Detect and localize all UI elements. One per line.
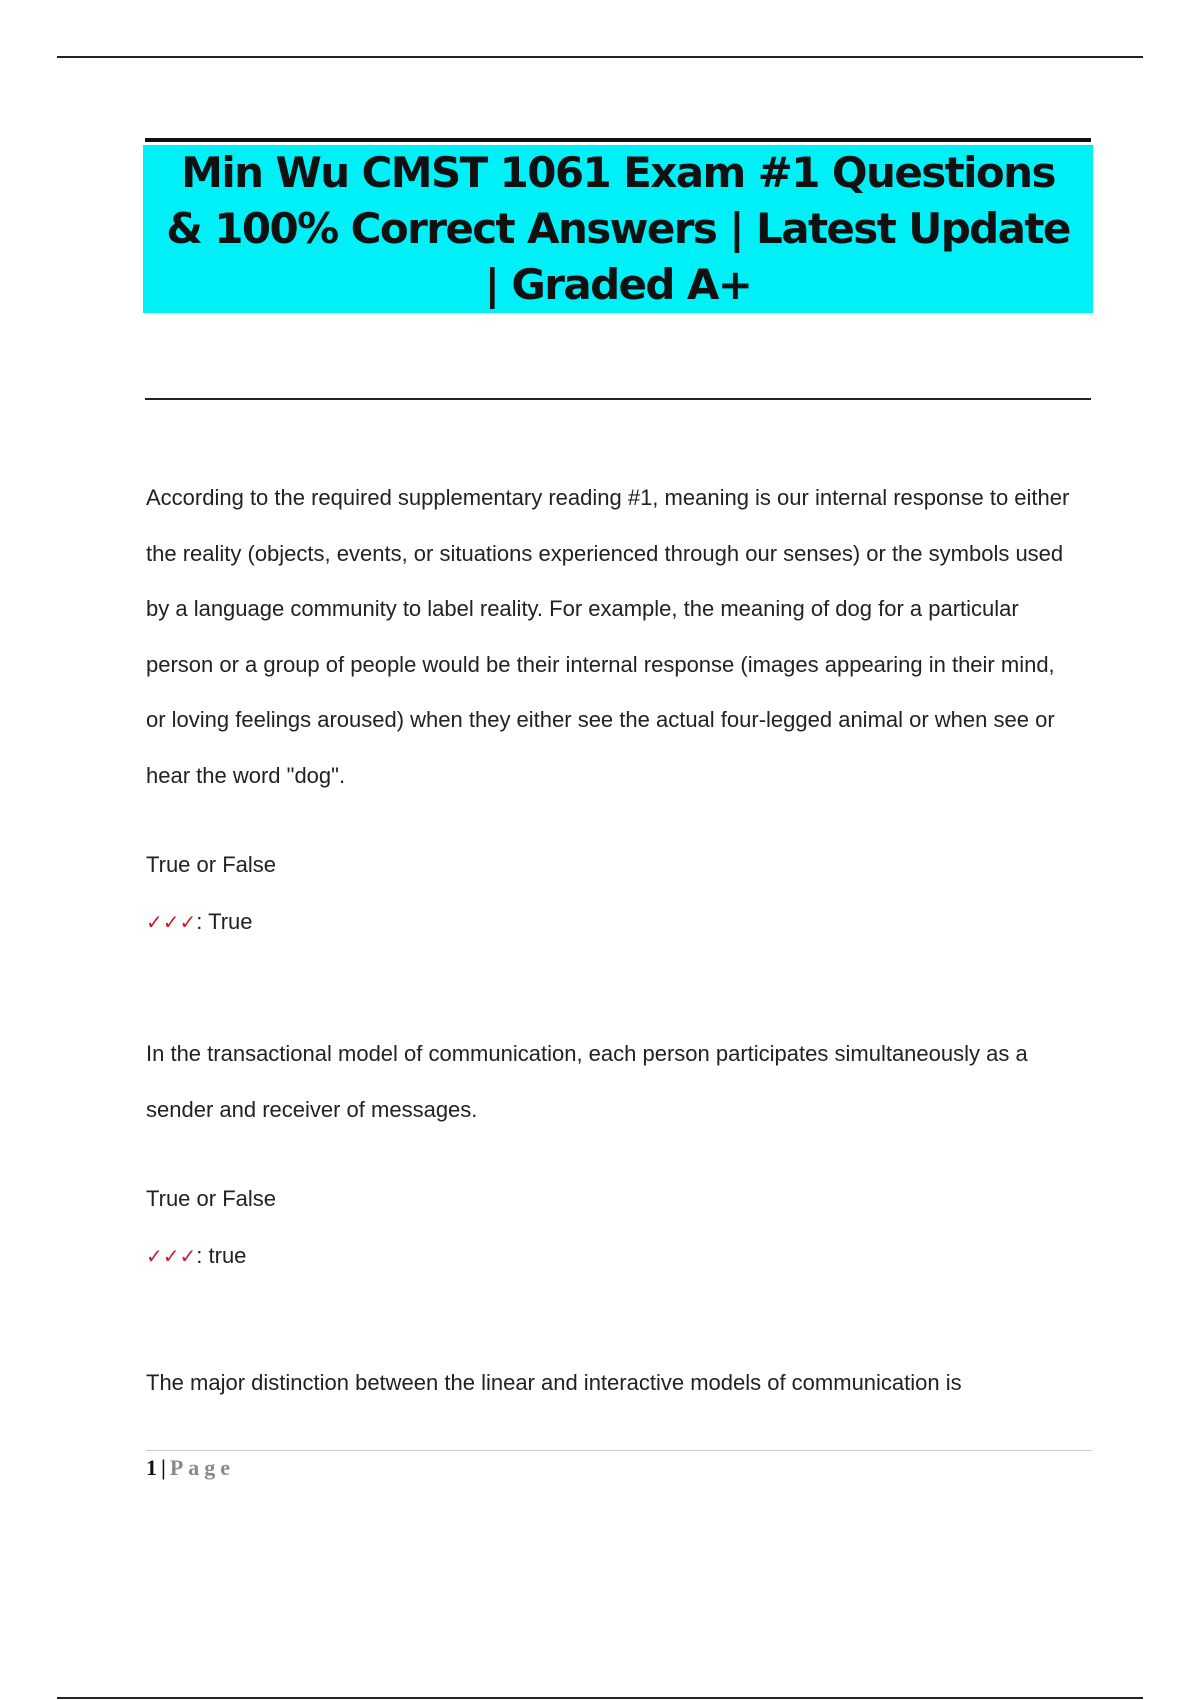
- document-title: Min Wu CMST 1061 Exam #1 Questions & 100% Correct Answers | Latest Update | Graded A+: [166, 148, 1070, 309]
- page-footer: [146, 1453, 235, 1483]
- question-text: In the transactional model of communication, each person participates simultaneously as a sender and receiver of messages.: [146, 1041, 1028, 1122]
- footer-separator: |: [161, 1455, 166, 1480]
- question-prompt: True or False: [146, 1186, 277, 1211]
- question-text: The major distinction between the linear and interactive models of communication is: [146, 1370, 962, 1395]
- answer-text: : true: [196, 1243, 247, 1268]
- page-bottom-rule: [57, 1697, 1143, 1699]
- title-top-bar: [145, 138, 1091, 142]
- question-text: According to the required supplementary reading #1, meaning is our internal response to either the reality (objects, events, or situations experienced through our senses) or the symbols used by a language community to label reality. For example, the meaning of dog for a particular person or a group of people would be their internal response (images appearing in their mind, or loving feelings aroused) when they either see the actual four-legged animal or when see or hear the word "dog".: [146, 485, 1070, 788]
- check-marks-icon: ✓✓✓: [146, 910, 197, 934]
- question-prompt: True or False: [146, 852, 277, 877]
- answer-text: : True: [196, 909, 253, 934]
- page-number: 1: [146, 1455, 157, 1480]
- footer-rule: [146, 1450, 1092, 1451]
- page-top-rule: [57, 56, 1143, 58]
- answer-line: [146, 1240, 1096, 1272]
- answer-line: [146, 906, 1096, 938]
- title-highlight-box: [143, 145, 1093, 313]
- title-underline-rule: [145, 398, 1091, 400]
- check-marks-icon: ✓✓✓: [146, 1244, 197, 1268]
- page-label: Page: [169, 1455, 236, 1480]
- document-body: [146, 470, 1096, 1411]
